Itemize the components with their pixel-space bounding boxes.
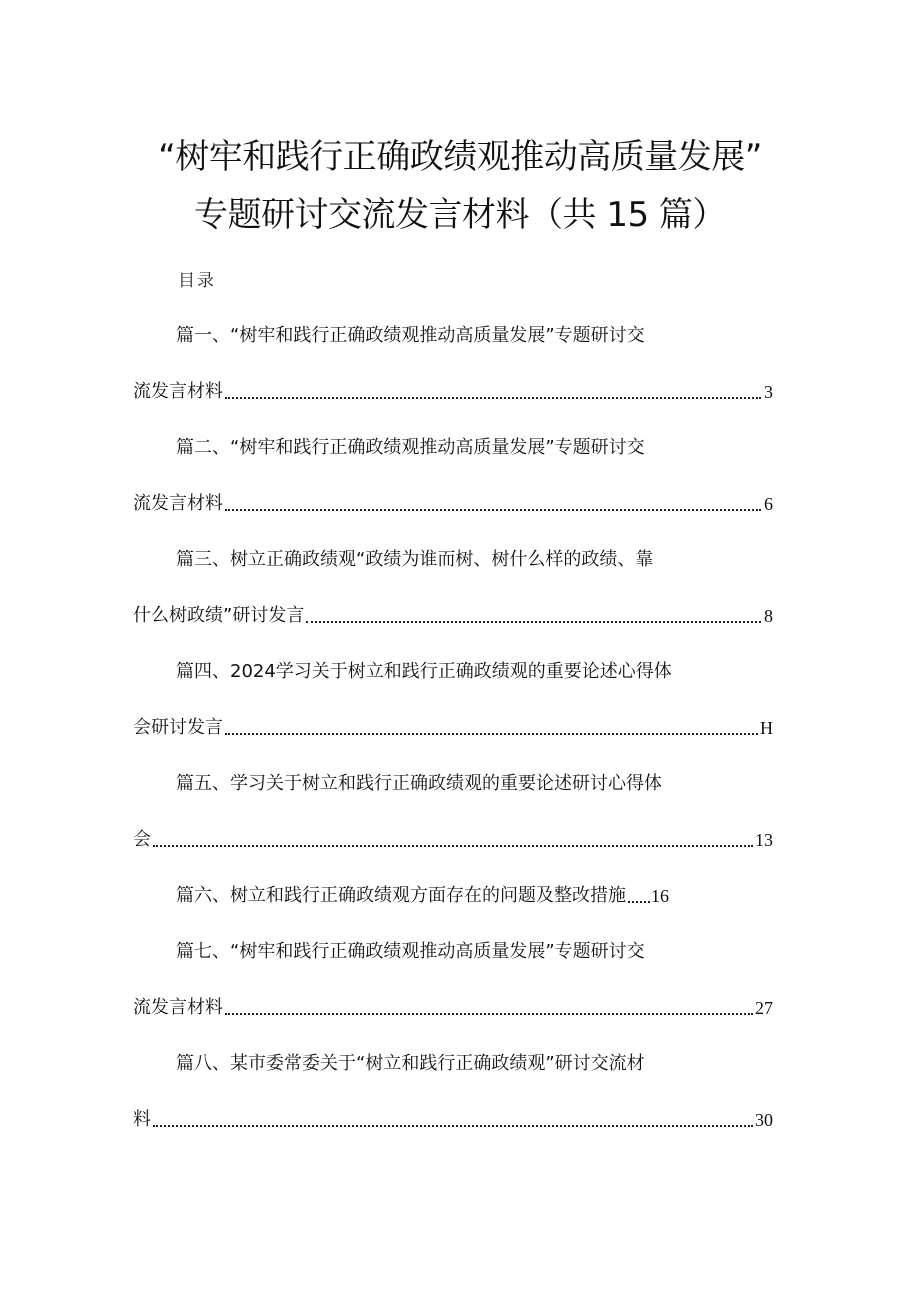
title-line-1: “树牢和践行正确政绩观推动高质量发展”	[158, 137, 762, 177]
toc-entry-2-continuation[interactable]	[133, 490, 773, 518]
page-number: 3	[764, 382, 773, 402]
toc-entry-text: 篇四、2024学习关于树立和践行正确政绩观的重要论述心得体	[176, 661, 672, 682]
toc-entry-text: 流发言材料	[133, 381, 223, 402]
page-number: 8	[764, 606, 773, 626]
toc-entry-text: 什么树政绩”研讨发言	[133, 605, 305, 626]
dot-leader	[225, 732, 758, 735]
dot-leader	[225, 508, 761, 511]
page-number: 16	[651, 886, 669, 906]
toc-entry-8-continuation[interactable]	[133, 1106, 773, 1134]
document-title	[0, 128, 920, 244]
toc-entry-1-title[interactable]	[176, 322, 736, 350]
page-number: 6	[764, 494, 773, 514]
dot-leader	[306, 620, 761, 623]
toc-entry-text: 篇八、某市委常委关于“树立和践行正确政绩观”研讨交流材	[176, 1053, 645, 1074]
toc-entry-text: 料	[133, 1109, 151, 1130]
toc-entry-2-title[interactable]	[176, 434, 736, 462]
toc-entry-text: 篇五、学习关于树立和践行正确政绩观的重要论述研讨心得体	[176, 773, 662, 794]
toc-entry-8-title[interactable]	[176, 1050, 736, 1078]
toc-entry-text: 篇三、树立正确政绩观“政绩为谁而树、树什么样的政绩、靠	[176, 549, 654, 570]
toc-entry-text: 篇七、“树牢和践行正确政绩观推动高质量发展”专题研讨交	[176, 941, 645, 962]
title-line-2: 专题研讨交流发言材料（共 15 篇）	[194, 195, 726, 235]
toc-entry-text: 篇一、“树牢和践行正确政绩观推动高质量发展”专题研讨交	[176, 325, 645, 346]
toc-entry-4-continuation[interactable]	[133, 714, 773, 742]
toc-entry-4-title[interactable]	[176, 658, 736, 686]
toc-entry-text: 会研讨发言	[133, 717, 223, 738]
page-number: 27	[755, 998, 773, 1018]
toc-entry-5-continuation[interactable]	[133, 826, 773, 854]
toc-entry-text: 流发言材料	[133, 493, 223, 514]
toc-entry-6[interactable]	[176, 882, 669, 910]
dot-leader	[628, 900, 650, 903]
toc-entry-3-continuation[interactable]	[133, 602, 773, 630]
page-number: H	[760, 718, 773, 738]
dot-leader	[153, 844, 753, 847]
dot-leader	[153, 1124, 753, 1127]
toc-entry-text: 会	[133, 829, 151, 850]
page-number: 13	[755, 830, 773, 850]
toc-entry-1-continuation[interactable]	[133, 378, 773, 406]
toc-heading: 目录	[178, 271, 216, 291]
toc-entry-7-continuation[interactable]	[133, 994, 773, 1022]
toc-entry-text: 流发言材料	[133, 997, 223, 1018]
toc-entry-text: 篇二、“树牢和践行正确政绩观推动高质量发展”专题研讨交	[176, 437, 645, 458]
toc-entry-7-title[interactable]	[176, 938, 736, 966]
toc-entry-3-title[interactable]	[176, 546, 736, 574]
dot-leader	[225, 1012, 753, 1015]
page-number: 30	[755, 1110, 773, 1130]
toc-entry-text: 篇六、树立和践行正确政绩观方面存在的问题及整改措施	[176, 885, 626, 906]
toc-entry-5-title[interactable]	[176, 770, 736, 798]
dot-leader	[225, 396, 761, 399]
